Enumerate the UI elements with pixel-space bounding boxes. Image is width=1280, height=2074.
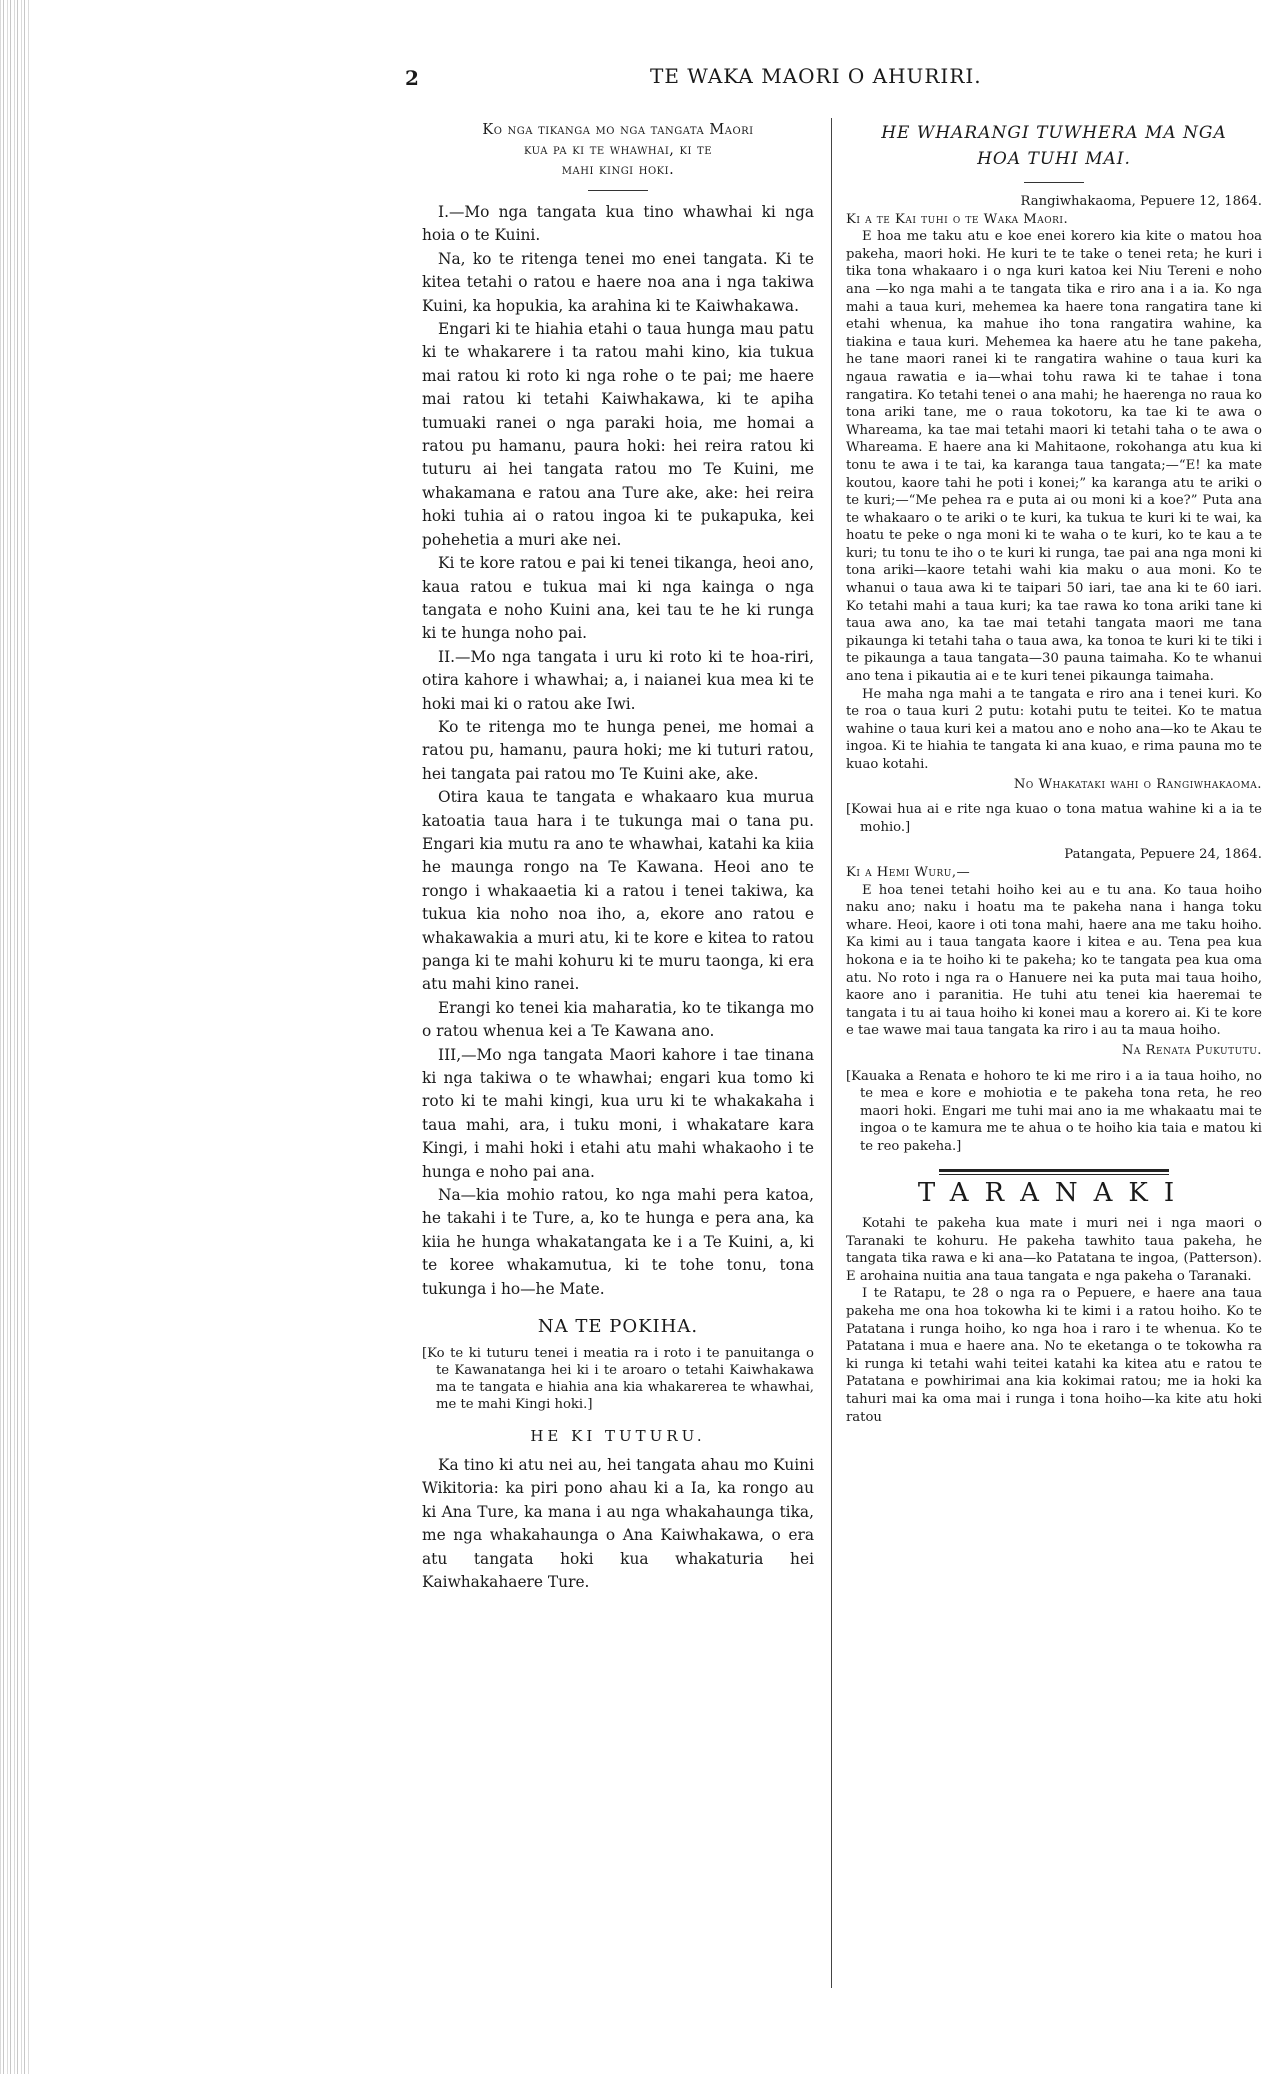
correspondence-heading — [846, 120, 1262, 172]
letter1-paragraph: He maha nga mahi a te tangata e riro ana i tenei kuri. Ko te roa o taua kuri 2 putu: kotahi putu te teitei. Ko te matua wahine o taua kuri kei a matou ano e noho ana—ko te Akau te ingoa. Ki te hiahia te tangata ki ana kuao, e rima pauna mo te kuao kotahi. — [846, 686, 1262, 772]
paragraph: III,—Mo nga tangata Maori kahore i tae tinana ki nga takiwa o te whawhai; engari kua tomo ki roto ki te mahi kingi, kua uru ki te whakakaha i taua mahi, ara, i tuku moni, i whakatare kara Kingi, i mahi hoki i etahi atu mahi whakaoho i te hunga e noho pai ana. — [422, 1045, 814, 1181]
tuturu-text: Ka tino ki atu nei au, hei tangata ahau mo Kuini Wikitoria: ka piri pono ahau ki a Ia, ka rongo au ki Ana Ture, ka mana i au nga whakahaunga tika, me nga whakahaunga o Ana Kaiwhakawa, o era atu tangata hoki kua whakaturia hei Kaiwhakahaere Ture. — [422, 1455, 814, 1591]
heading-rule — [1024, 182, 1084, 183]
article-title-line: kua pa ki te whawhai, ki te — [523, 142, 713, 158]
paragraph: Engari ki te hiahia etahi o taua hunga mau patu ki te whakarere i ta ratou mahi kino, kia tukua mai ratou ki roto ki nga rohe o te pai; me haere mai ratou ki tetahi Kaiwhakawa, ki te apiha tumuaki ranei o nga paraki hoia, me homai a ratou pu hamanu, paura hoki: hei reira ratou ki tuturu ai hei tangata ratou mo Te Kuini, me whakamana e ratou ana Ture ake, ake: hei reira hoki tuhia ai o ratou ingoa ki te pukapuka, kei pohehetia a muri ake nei. — [422, 320, 814, 549]
paragraph: Ko te ritenga mo te hunga penei, me homai a ratou pu, hamanu, paura hoki; me ki tuturi ratou, hei tangata pai ratou mo Te Kuini ake, ake. — [422, 717, 814, 783]
letter2-editor-note: [Kauaka a Renata e hohoro te ki me riro i a ia taua hoiho, no te mea e kore e mohiotia e te pakeha tona reta, he reo maori hoki. Engari me tuhi mai ano ia me whakaatu mai te ingoa o te kamura me te ahua o te hoiho kia taia e matou ki te reo pakeha.] — [846, 1068, 1262, 1154]
paragraph: Otira kaua te tangata e whakaaro kua murua katoatia taua hara i te tukunga mai o tana pu. Engari kia mutu ra ano te whawhai, katahi ka kiia he maunga rongo na Te Kawana. Heoi ano te rongo i whakaaetia ki a ratou i tenei takiwa, ka tukua kia noho noa iho, a, ekore ano ratou e whakawakia a muri atu, ki te kore e kitea to ratou panga ki te mahi kohuru ki te muru taonga, ki era atu mahi kino ranei. — [422, 788, 814, 994]
title-rule — [588, 190, 648, 191]
paragraph: Ki te kore ratou e pai ki tenei tikanga, heoi ano, kaua ratou e tukua mai ki nga kainga o nga tangata e noho Kuini ana, kei tau te he ki runga ki te hunga noho pai. — [422, 554, 814, 643]
pokiha-note: [Ko te ki tuturu tenei i meatia ra i roto i te panuitanga o te Kawanatanga hei ki i te aroaro o tetahi Kaiwhakawa ma te tangata e hiahia ana kia whakarerea te whawhai, me te mahi Kingi hoki.] — [422, 1345, 814, 1412]
letter1-editor-note: [Kowai hua ai e rite nga kuao o tona matua wahine ki a ia te mohio.] — [846, 802, 1262, 835]
article-title-line: Ko nga tikanga mo nga tangata Maori — [482, 122, 754, 138]
tuturu-heading: HE KI TUTURU. — [530, 1426, 706, 1445]
correspondence-heading-line: HE WHARANGI TUWHERA MA NGA — [881, 123, 1227, 143]
letter1-signature: No Whakataki wahi o Rangiwhakaoma. — [1013, 776, 1262, 792]
letter1-salutation: Ki a te Kai tuhi o te Waka Maori. — [846, 211, 1069, 227]
letter2-signature: Na Renata Pukututu. — [1121, 1042, 1262, 1058]
article-title-line: mahi kingi hoki. — [561, 162, 675, 178]
taranaki-paragraph: I te Ratapu, te 28 o nga ra o Pepuere, e haere ana taua pakeha me ona hoa tokowha ki te kimi i a ratou hoiho. Ko te Patatana i runga hoiho, ko nga hoa i raro i te whenua. Ko te Patatana i mua e haere ana. No te eketanga o te tokowha ra ki runga ki tetahi wahi teitei katahi ka kitea atu e ratou te Patatana e powhirimai ana kia kokimai ratou; me ia hoki ka tahuri mai ka oma mai i runga i tona hoiho—ka kite atu hoki ratou — [846, 1286, 1262, 1425]
letter2-salutation: Ki a Hemi Wuru,— — [846, 864, 971, 880]
right-column — [846, 120, 1262, 1426]
paragraph: Na—kia mohio ratou, ko nga mahi pera katoa, he takahi i te Ture, a, ko te hunga e pera ana, ka kiia he hunga whakatangata ke i a Te Kuini, a, ki te koree whakamutua, ki te tohe tonu, tona tukunga i ho—he Mate. — [422, 1186, 814, 1298]
running-head: TE WAKA MAORI O AHURIRI. — [650, 64, 982, 88]
paragraph: Erangi ko tenei kia maharatia, ko te tikanga mo o ratou whenua kei a Te Kawana ano. — [422, 998, 814, 1041]
letter1-dateline: Rangiwhakaoma, Pepuere 12, 1864. — [1020, 194, 1262, 209]
article-title — [422, 120, 814, 180]
letter2-dateline: Patangata, Pepuere 24, 1864. — [1064, 847, 1262, 863]
section-rule — [939, 1169, 1169, 1175]
correspondence-heading-line: HOA TUHI MAI. — [977, 149, 1131, 169]
page-number: 2 — [405, 66, 419, 90]
paragraph: I.—Mo nga tangata kua tino whawhai ki nga hoia o te Kuini. — [422, 203, 814, 245]
paragraph: II.—Mo nga tangata i uru ki roto ki te hoa-riri, otira kahore i whawhai; a, i naianei kua mea ki te hoki mai ki o ratou ake Iwi. — [422, 647, 814, 713]
paragraph: Na, ko te ritenga tenei mo enei tangata. Ki te kitea tetahi o ratou e haere noa ana i nga takiwa Kuini, ka hopukia, ka arahina ki te Kaiwhakawa. — [422, 249, 814, 315]
column-rule — [831, 118, 832, 1988]
letter1-paragraph: E hoa me taku atu e koe enei korero kia kite o matou hoa pakeha, maori hoki. He kuri te te take o tenei reta; he kuri i tika tona whakaaro i o nga kuri katoa kei Niu Tereni e noho ana —ko nga mahi a te tangata tika e riro ana i a ia. Ko nga mahi a taua kuri, mehemea ka haere tona rangatira tane ki etahi whenua, ka mahue iho tona rangatira wahine, ka tiakina e taua kuri. Mehemea ka haere atu he tane pakeha, he tane maori ranei ki te rangatira wahine o taua kuri ka ngaua rawatia e ia—whai tohu rawa ki te tahae i tona rangatira. Ko tetahi tenei o ana mahi; he haerenga no raua ko tona ariki tane, me o raua tokotoru, ka tae ki te awa o Whareama, ka tae mai tetahi maori ki tetahi taha o te awa o Whareama. E haere ana ki Mahitaone, rokohanga atu kua ki tonu te awa i te tai, ka karanga taua tangata;—“E! ka mate koutou, kaore tahi he poti i konei;” ka karanga atu te ariki o te kuri;—“Me pehea ra e puta ai ou moni ki a koe?” Puta ana te whakaaro o te ariki o te kuri, ka tukua te kuri ki te wai, ka hoatu te peke o nga moni ki te waha o te kuri, ko te kau a te kuri; tu tonu te iho o te kuri ki runga, tae pai ana nga moni ki tona ariki—kaore tetahi wahi kia maku o aua moni. Ko te whanui o taua awa ki te taipari 50 iari, tae ana ki te 60 iari. Ko tetahi mahi a taua kuri; ka tae rawa ko tona ariki tane ki taua awa ano, ka tae mai tetahi tangata maori me tana pikaunga ki tetahi taha o taua awa, ka tonoa te kuri ki te tiki i te pikaunga a taua tangata—30 pauna taimaha. Ko te whanui ano tena i pikautia ai e te kuri tenei pikaunga taimaha. — [846, 229, 1262, 685]
binding-edge — [0, 0, 30, 2074]
taranaki-paragraph: Kotahi te pakeha kua mate i muri nei i nga maori o Taranaki te kohuru. He pakeha tawhito taua pakeha, he tangata tika rawa e ki ana—ko Patatana te ingoa, (Patterson). E arohaina nuitia ana taua tangata e nga pakeha o Taranaki. — [846, 1216, 1262, 1284]
pokiha-heading: NA TE POKIHA. — [537, 1316, 699, 1338]
left-column — [422, 120, 814, 1594]
letter2-paragraph: E hoa tenei tetahi hoiho kei au e tu ana. Ko taua hoiho naku ano; naku i hoatu ma te pakeha nana i hanga toku whare. Heoi, kaore i oti tona mahi, haere ana me taku hoiho. Ka kimi au i taua tangata kaore i kitea e au. Tena pea kua hokona e ia te hoiho ki te pakeha; ko te tangata pea kua oma atu. No roto i nga ra o Hanuere nei ka puta mai taua hoiho, kaore ano i paranitia. He tuhi atu tenei kia haeremai te tangata i tu ai taua hoiho ki konei mau a korero ai. Ki te kore e tae wawe mai taua tangata ka riro i au ta maua hoiho. — [846, 882, 1262, 1039]
taranaki-heading: TARANAKI — [917, 1178, 1191, 1209]
